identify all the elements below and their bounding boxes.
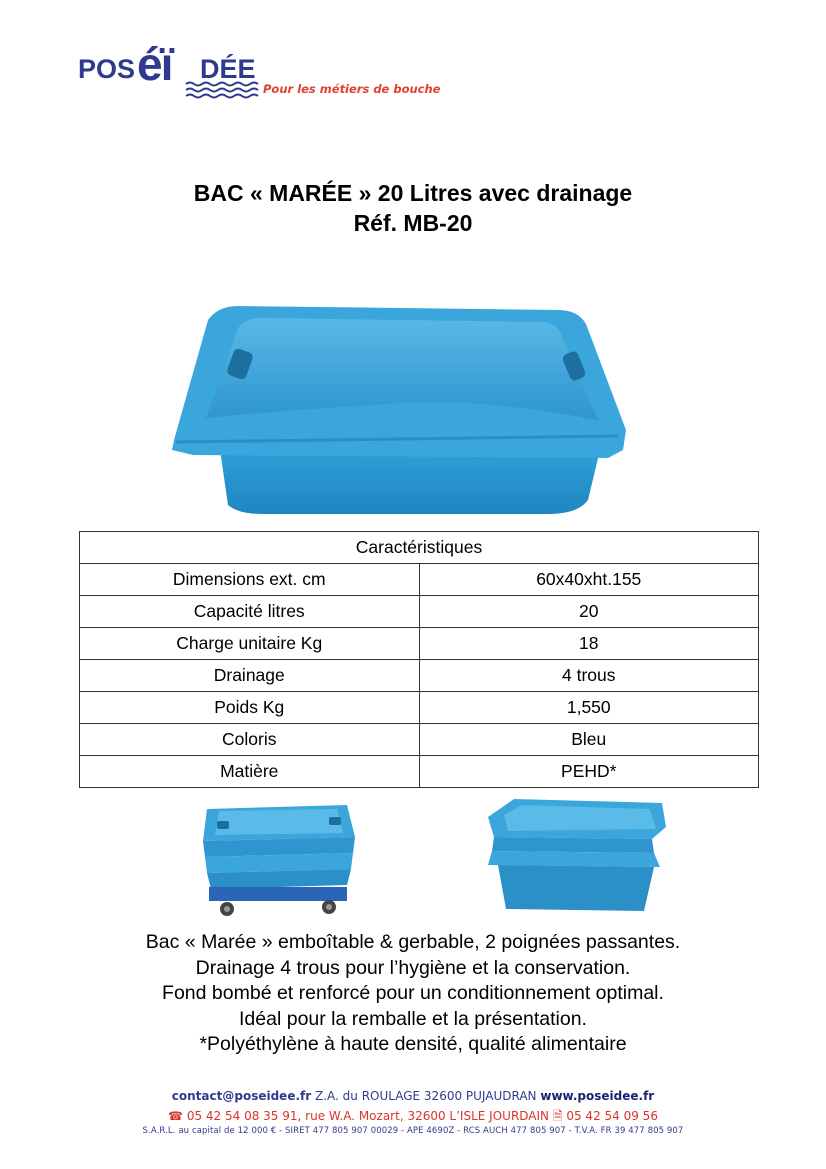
waves-icon bbox=[186, 83, 258, 98]
footer-fax: 05 42 54 09 56 bbox=[566, 1109, 658, 1123]
spec-value: 4 trous bbox=[419, 660, 759, 692]
spec-label: Coloris bbox=[80, 724, 420, 756]
logo-text-dee: DÉE bbox=[200, 54, 256, 84]
spec-label: Charge unitaire Kg bbox=[80, 628, 420, 660]
spec-value: 60x40xht.155 bbox=[419, 564, 759, 596]
description-line: Idéal pour la remballe et la présentation. bbox=[239, 1007, 587, 1030]
table-row bbox=[80, 724, 759, 756]
spec-value: 18 bbox=[419, 628, 759, 660]
table-row bbox=[80, 564, 759, 596]
footer-phone: 05 42 54 08 35 bbox=[186, 1109, 279, 1123]
table-header-row bbox=[80, 532, 759, 564]
table-row bbox=[80, 596, 759, 628]
footer-address-2: 91, rue W.A. Mozart, 32600 L’ISLE JOURDAIN bbox=[282, 1109, 550, 1123]
footer-email[interactable]: contact@poseidee.fr bbox=[171, 1089, 312, 1103]
description-line: *Polyéthylène à haute densité, qualité alimentaire bbox=[199, 1033, 627, 1055]
product-title: BAC « MARÉE » 20 Litres avec drainage bbox=[193, 180, 633, 206]
logo-text-pos: POS bbox=[78, 54, 136, 84]
phone-icon: ☎ bbox=[168, 1109, 183, 1123]
table-header: Caractéristiques bbox=[80, 532, 759, 564]
spec-label: Capacité litres bbox=[80, 596, 420, 628]
footer-legal: S.A.R.L. au capital de 12 000 € - SIRET 477 805 907 00029 - APE 4690Z - RCS AUCH 477 805 907 - T.V.A. FR 39 477 805 907 bbox=[142, 1126, 684, 1136]
spec-value: 1,550 bbox=[419, 692, 759, 724]
footer-phone-line bbox=[0, 1107, 826, 1128]
product-stacked-dolly-image bbox=[197, 797, 359, 919]
logo-tagline: Pour les métiers de bouche bbox=[263, 82, 441, 96]
description-line: Drainage 4 trous pour l’hygiène et la conservation. bbox=[195, 956, 631, 979]
table-row bbox=[80, 628, 759, 660]
footer-website[interactable]: www.poseidee.fr bbox=[540, 1089, 655, 1103]
table-row bbox=[80, 692, 759, 724]
spec-value: Bleu bbox=[419, 724, 759, 756]
product-reference: Réf. MB-20 bbox=[353, 210, 473, 236]
specifications-table bbox=[79, 531, 759, 788]
description-line: Bac « Marée » emboîtable & gerbable, 2 poignées passantes. bbox=[145, 931, 681, 953]
product-main-image bbox=[168, 300, 630, 516]
product-nested-image bbox=[484, 797, 668, 915]
spec-label: Dimensions ext. cm bbox=[80, 564, 420, 596]
spec-value: 20 bbox=[419, 596, 759, 628]
table-row bbox=[80, 756, 759, 788]
fax-icon: 🗎 bbox=[552, 1109, 563, 1123]
spec-value: PEHD* bbox=[419, 756, 759, 788]
company-logo bbox=[78, 38, 441, 108]
table-row bbox=[80, 660, 759, 692]
product-description bbox=[0, 930, 826, 1058]
footer-contact-line bbox=[0, 1089, 826, 1103]
description-line: Fond bombé et renforcé pour un conditionnement optimal. bbox=[162, 982, 664, 1004]
spec-label: Drainage bbox=[80, 660, 420, 692]
footer-address-1: Z.A. du ROULAGE 32600 PUJAUDRAN bbox=[315, 1089, 537, 1103]
spec-label: Matière bbox=[80, 756, 420, 788]
logo-text-ei: éï bbox=[137, 38, 172, 90]
spec-label: Poids Kg bbox=[80, 692, 420, 724]
